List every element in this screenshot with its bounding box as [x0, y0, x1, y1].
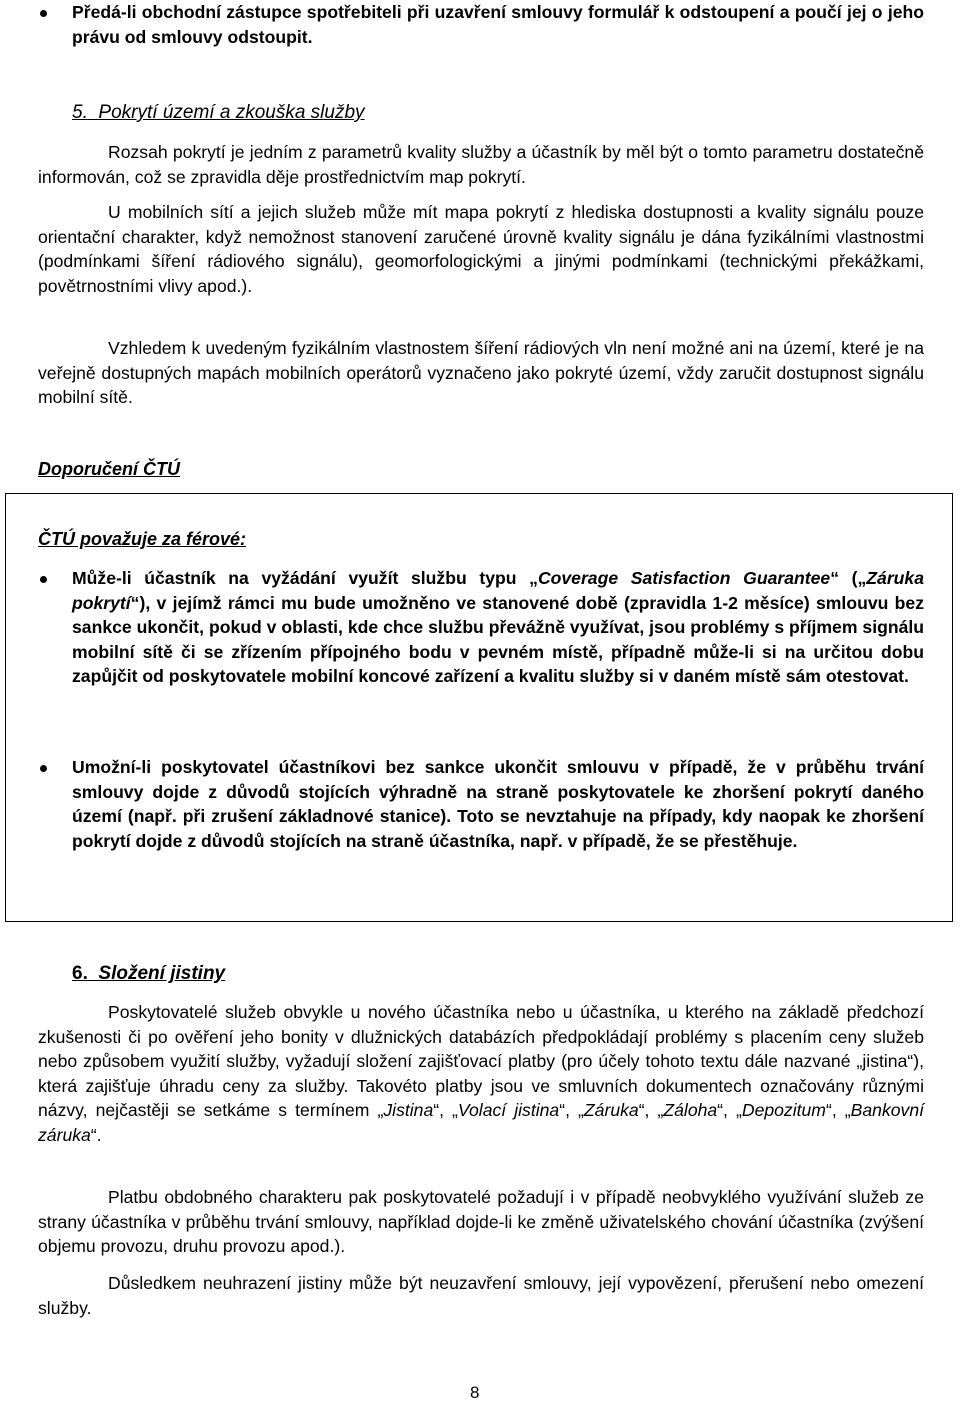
coverage-guarantee-term: Coverage Satisfaction Guarantee — [537, 568, 831, 588]
section-5-paragraph-2: U mobilních sítí a jejich služeb může mít mapa pokrytí z hlediska dostupnosti a kvality signálu pouze orientační charakter, když nemožnost stanovení zaručené úrovně kvality signálu je dána fyzikálními vlastnostmi (podmínkami šíření rádiového signálu), geomorfologickými a jinými podmínkami (technickými překážkami, povětrnostními vlivy apod.). — [38, 202, 924, 296]
page-number: 8 — [470, 1383, 480, 1402]
recommendation-box — [5, 493, 953, 922]
section-6-paragraph-2: Platbu obdobného charakteru pak poskytovatelé požadují i v případě neobvyklého využívání služeb ze strany účastníka v průběhu trvání smlouvy, například dojde-li ke změně uživatelského chování účastníka (zvýšení objemu provozu, druhu provozu apod.). — [38, 1187, 924, 1257]
section-5-title: Pokrytí území a zkouška služby — [98, 102, 365, 123]
section-5-number: 5. — [72, 102, 88, 123]
zaruka-pokryti-term: Záruka pokrytí — [72, 568, 924, 613]
intro-bullet-text: Předá-li obchodní zástupce spotřebiteli při uzavření smlouvy formulář k odstoupení a poučí jej o jeho právu od smlouvy odstoupit. — [72, 2, 924, 47]
section-5-heading — [72, 101, 365, 125]
section-6-heading — [72, 962, 225, 986]
bullet-icon — [40, 765, 47, 772]
section-5-paragraph-1: Rozsah pokrytí je jedním z parametrů kvality služby a účastník by měl být o tomto parametru dostatečně informován, což se zpravidla děje prostřednictvím map pokrytí. — [38, 142, 924, 187]
section-6-number: 6. — [72, 963, 88, 984]
section-6-paragraph-1: Poskytovatelé služeb obvykle u nového účastníka nebo u účastníka, u kterého na základě předchozí zkušenosti či po ověření jeho bonity v dlužnických databázích předpokládají problémy s placením ceny služeb nebo způsobem využití služby, vyžadují složení zajišťovací platby (pro účely tohoto textu dále nazvané „jistina“), která zajišťuje úhradu ceny za služby. Takovéto platby jsou ve smluvních dokumentech označovány různými názvy, nejčastěji se setkáme s termínem „Jistina“, „Volací jistina“, „Záruka“, „Záloha“, „Depozitum“, „Bankovní záruka“. — [38, 1002, 925, 1145]
recommendation-heading: Doporučení ČTÚ — [38, 459, 180, 479]
bullet-icon — [40, 576, 47, 583]
recommendation-bullet-2: Umožní-li poskytovatel účastníkovi bez sankce ukončit smlouvu v případě, že v průběhu trvání smlouvy dojde z důvodů stojících výhradně na straně poskytovatele ke zhoršení pokrytí daného území (např. při zrušení základnové stanice). Toto se nevztahuje na případy, kdy naopak ke zhoršení pokrytí dojde z důvodů stojících na straně účastníka, např. v případě, že se přestěhuje. — [72, 757, 924, 851]
recommendation-bullet-1: Může-li účastník na vyžádání využít službu typu „Coverage Satisfaction Guarantee“ („Záruka pokrytí“), v jejímž rámci mu bude umožněno ve stanovené době (zpravidla 1-2 měsíce) smlouvu bez sankce ukončit, pokud v oblasti, kde chce službu převážně využívat, jsou problémy s příjmem signálu mobilní sítě či se zřízením přípojného bodu v pevném místě, případně může-li si na určitou dobu zapůjčit od poskytovatele mobilní koncové zařízení a kvalitu služby si v daném místě sám otestovat. — [72, 568, 924, 687]
section-6-paragraph-3: Důsledkem neuhrazení jistiny může být neuzavření smlouvy, její vypovězení, přerušení nebo omezení služby. — [38, 1273, 924, 1318]
bullet-icon — [40, 10, 47, 17]
section-6-title: Složení jistiny — [98, 963, 226, 984]
section-5-paragraph-3: Vzhledem k uvedeným fyzikálním vlastnostem šíření rádiových vln není možné ani na území, které je na veřejně dostupných mapách mobilních operátorů vyznačeno jako pokryté území, vždy zaručit dostupnost signálu mobilní sítě. — [38, 338, 924, 408]
box-heading: ČTÚ považuje za férové: — [38, 529, 247, 549]
